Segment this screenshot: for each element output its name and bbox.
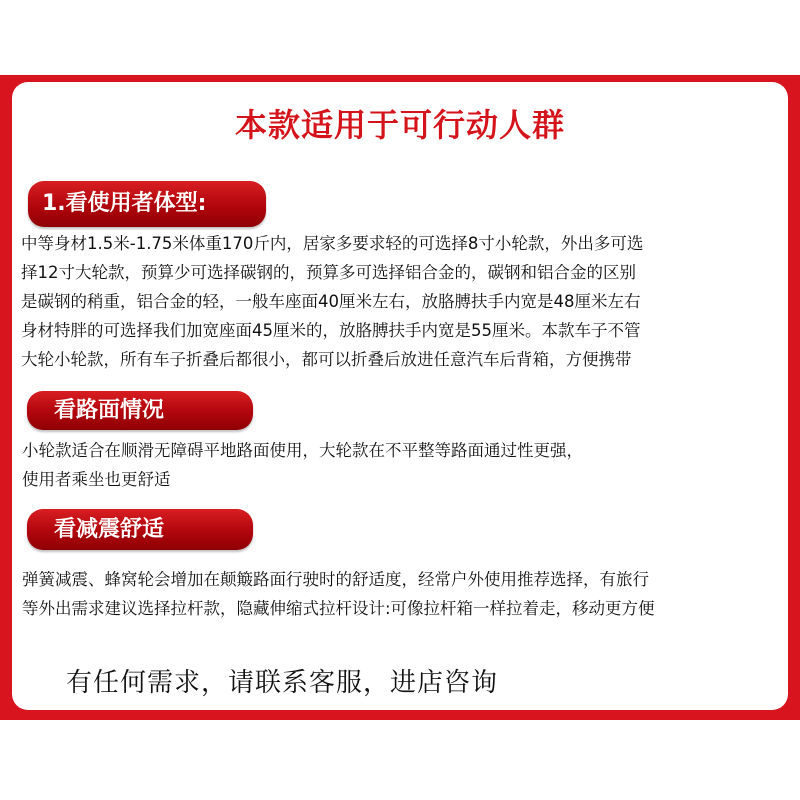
section-body-body-type [21, 229, 643, 374]
page-title: 本款适用于可行动人群 [234, 106, 565, 144]
body-line: 身材特胖的可选择我们加宽座面45厘米的，放胳膊扶手内宽是55厘米。本款车子不管 [21, 321, 641, 340]
section-badge-body-type [28, 181, 266, 227]
body-line: 是碳钢的稍重，铝合金的轻，一般车座面40厘米左右，放胳膊扶手内宽是48厘米左右 [21, 292, 641, 311]
contact-note: 有任何需求，请联系客服，进店咨询 [66, 668, 499, 698]
body-line: 中等身材1.5米-1.75米体重170斤内，居家多要求轻的可选择8寸小轮款，外出多可选 [21, 234, 644, 253]
body-line: 使用者乘坐也更舒适 [22, 470, 171, 489]
section-body-road [22, 436, 583, 494]
section-heading: 看路面情况 [54, 398, 165, 423]
body-line: 大轮小轮款，所有车子折叠后都很小，都可以折叠后放进任意汽车后背箱，方便携带 [21, 350, 632, 369]
body-line: 小轮款适合在顺滑无障碍平地路面使用，大轮款在不平整等路面通过性更强， [22, 441, 583, 460]
section-body-comfort [22, 565, 655, 623]
body-line: 择12寸大轮款，预算少可选择碳钢的，预算多可选择铝合金的，碳钢和铝合金的区别 [21, 263, 636, 282]
section-heading: 看减震舒适 [54, 517, 165, 542]
section-badge-road [27, 391, 253, 430]
section-badge-comfort [27, 509, 253, 550]
section-heading: 1.看使用者体型: [42, 191, 207, 216]
body-line: 弹簧减震、蜂窝轮会增加在颠簸路面行驶时的舒适度，经常户外使用推荐选择，有旅行 [22, 570, 649, 589]
body-line: 等外出需求建议选择拉杆款，隐藏伸缩式拉杆设计:可像拉杆箱一样拉着走，移动更方便 [22, 599, 655, 618]
